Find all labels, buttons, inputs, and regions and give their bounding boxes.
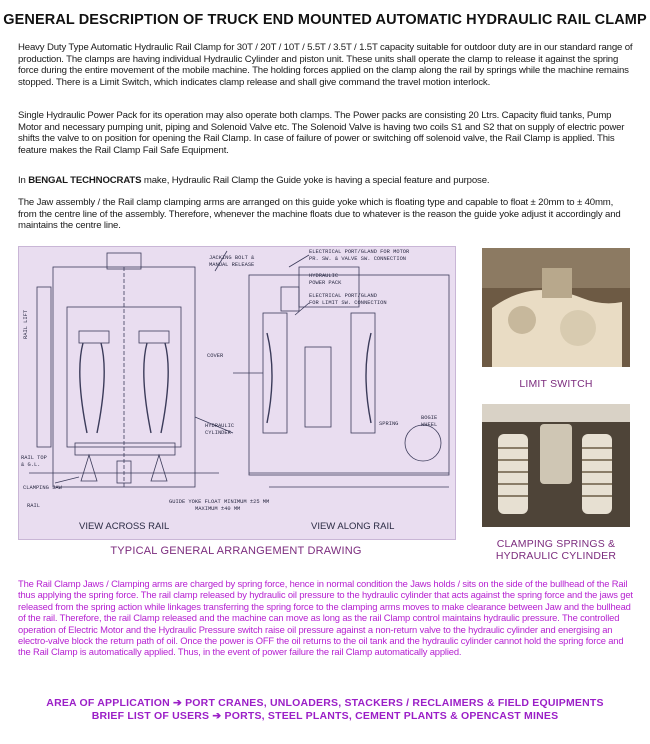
label-view-along: VIEW ALONG RAIL	[311, 521, 395, 532]
page-title: GENERAL DESCRIPTION OF TRUCK END MOUNTED AUTOMATIC HYDRAULIC RAIL CLAMP	[3, 12, 647, 28]
general-arrangement-drawing	[18, 246, 456, 540]
p3-prefix: In	[18, 175, 29, 186]
clamping-springs-photo	[482, 404, 630, 527]
company-name: BENGAL TECHNOCRATS	[28, 175, 142, 186]
p3-suffix: make, Hydraulic Rail Clamp the Guide yoke is having a special feature and purpose.	[141, 175, 490, 186]
label-clampingjaw: CLAMPING JAW	[23, 485, 62, 491]
clamping-caption-line2: HYDRAULIC CYLINDER	[495, 550, 617, 562]
intro-paragraph: Heavy Duty Type Automatic Hydraulic Rail Clamp for 30T / 20T / 10T / 5.5T / 3.5T / 1.5T capacity suitable for outdoor duty are in our standard range of production. The clamps are having individual Hydraulic Cylinder and piston unit. These units shall operate the clamp to release it against the spring force during the entire movement of the mobile machine. The holding forces applied on the clamp along the rail by springs while the machine remains stopped. There is a Limit Switch, which indicates clamp release and shall give command the travel motion interlock.	[18, 42, 633, 88]
guide-yoke-paragraph	[18, 175, 634, 187]
label-railtop: RAIL TOP	[21, 455, 47, 461]
label-bogie: BOGIE	[421, 415, 438, 421]
label-elec2a: ELECTRICAL PORT/GLAND	[309, 293, 377, 299]
label-guide2: MAXIMUM ±40 MM	[195, 506, 241, 512]
area-of-application: AREA OF APPLICATION ➔ PORT CRANES, UNLOADERS, STACKERS / RECLAIMERS & FIELD EQUIPMENTS	[46, 697, 604, 709]
drawing-caption: TYPICAL GENERAL ARRANGEMENT DRAWING	[110, 545, 362, 557]
label-cover: COVER	[207, 353, 224, 359]
label-rail: RAIL	[27, 503, 40, 509]
drawing-svg	[19, 247, 455, 539]
label-gl: & G.L.	[21, 462, 41, 468]
limit-switch-caption: LIMIT SWITCH	[519, 378, 593, 390]
clamping-caption-line1: CLAMPING SPRINGS &	[496, 538, 616, 550]
limit-switch-photo	[482, 248, 630, 367]
power-pack-paragraph: Single Hydraulic Power Pack for its operation may also operate both clamps. The Power packs are consisting 20 Ltrs. Capacity fluid tanks, Pump Motor and necessary pumping unit, piping and Solenoid Valve etc. The Solenoid Valve is having two coils S1 and S2 that on supply of electric power shifts the valve to on position for opening the Rail Clamp. In case of failure of power or switching off solenoid valve, the Rail Clamp is applied. This feature makes the Rail Clamp Fail Safe Equipment.	[18, 110, 625, 156]
label-view-across: VIEW ACROSS RAIL	[79, 521, 170, 532]
operation-description: The Rail Clamp Jaws / Clamping arms are charged by spring force, hence in normal condition the Jaws holds / sits on the side of the bullhead of the Rail thus applying the spring force. The rail clamp released by hydraulic oil pressure to the hydraulic cylinder that acts against the spring force and the jaws get released from the spring action while linkages transferring the spring force to the clamping arms moves to make clearance between Jaw and the bullhead of the rail. Therefore, the rail Clamp released and the machine can move as long as the rail Clamp control maintains hydraulic pressure. The controlled operation of Electric Motor and the Hydraulic Pressure switch raise oil pressure against a non-return valve to the hydraulic cylinder and energising an electro-valve block the return path of oil. Once the power is OFF the oil returns to the oil tank and the hydraulic cylinder cannot hold the spring force and the Rail Clamp is automatically applied. Thus, in the event of power failure the rail Clamp automatically applied.	[18, 578, 633, 658]
label-raillift: RAIL LIFT	[23, 309, 29, 339]
label-spring: SPRING	[379, 421, 399, 427]
label-guide1: GUIDE YOKE FLOAT MINIMUM ±25 MM	[169, 499, 270, 505]
jaw-assembly-paragraph: The Jaw assembly / the Rail clamp clamping arms are arranged on this guide yoke which is floating type and capable to float ± 20mm to ± 40mm, from the centre line of the assembly. Therefore, whenever the machine floats due to whatever is the reason the guide yoke adjust it accordingly and maintains the centre line.	[18, 197, 621, 232]
label-cyl1: HYDRAULIC	[205, 423, 235, 429]
label-elec1a: ELECTRICAL PORT/GLAND FOR MOTOR	[309, 249, 410, 255]
clamping-springs-caption	[482, 538, 630, 562]
label-manual: MANUAL RELEASE	[209, 262, 255, 268]
label-wheel: WHEEL	[421, 422, 438, 428]
label-hydpp1: HYDRAULIC	[309, 273, 339, 279]
label-elec1b: PR. SW. & VALVE SW. CONNECTION	[309, 256, 407, 262]
list-of-users: BRIEF LIST OF USERS ➔ PORTS, STEEL PLANTS, CEMENT PLANTS & OPENCAST MINES	[91, 710, 559, 722]
label-hydpp2: POWER PACK	[309, 280, 342, 286]
label-elec2b: FOR LIMIT SW. CONNECTION	[309, 300, 387, 306]
label-cyl2: CYLINDER	[205, 430, 231, 436]
label-jacking: JACKING BOLT &	[209, 255, 255, 261]
